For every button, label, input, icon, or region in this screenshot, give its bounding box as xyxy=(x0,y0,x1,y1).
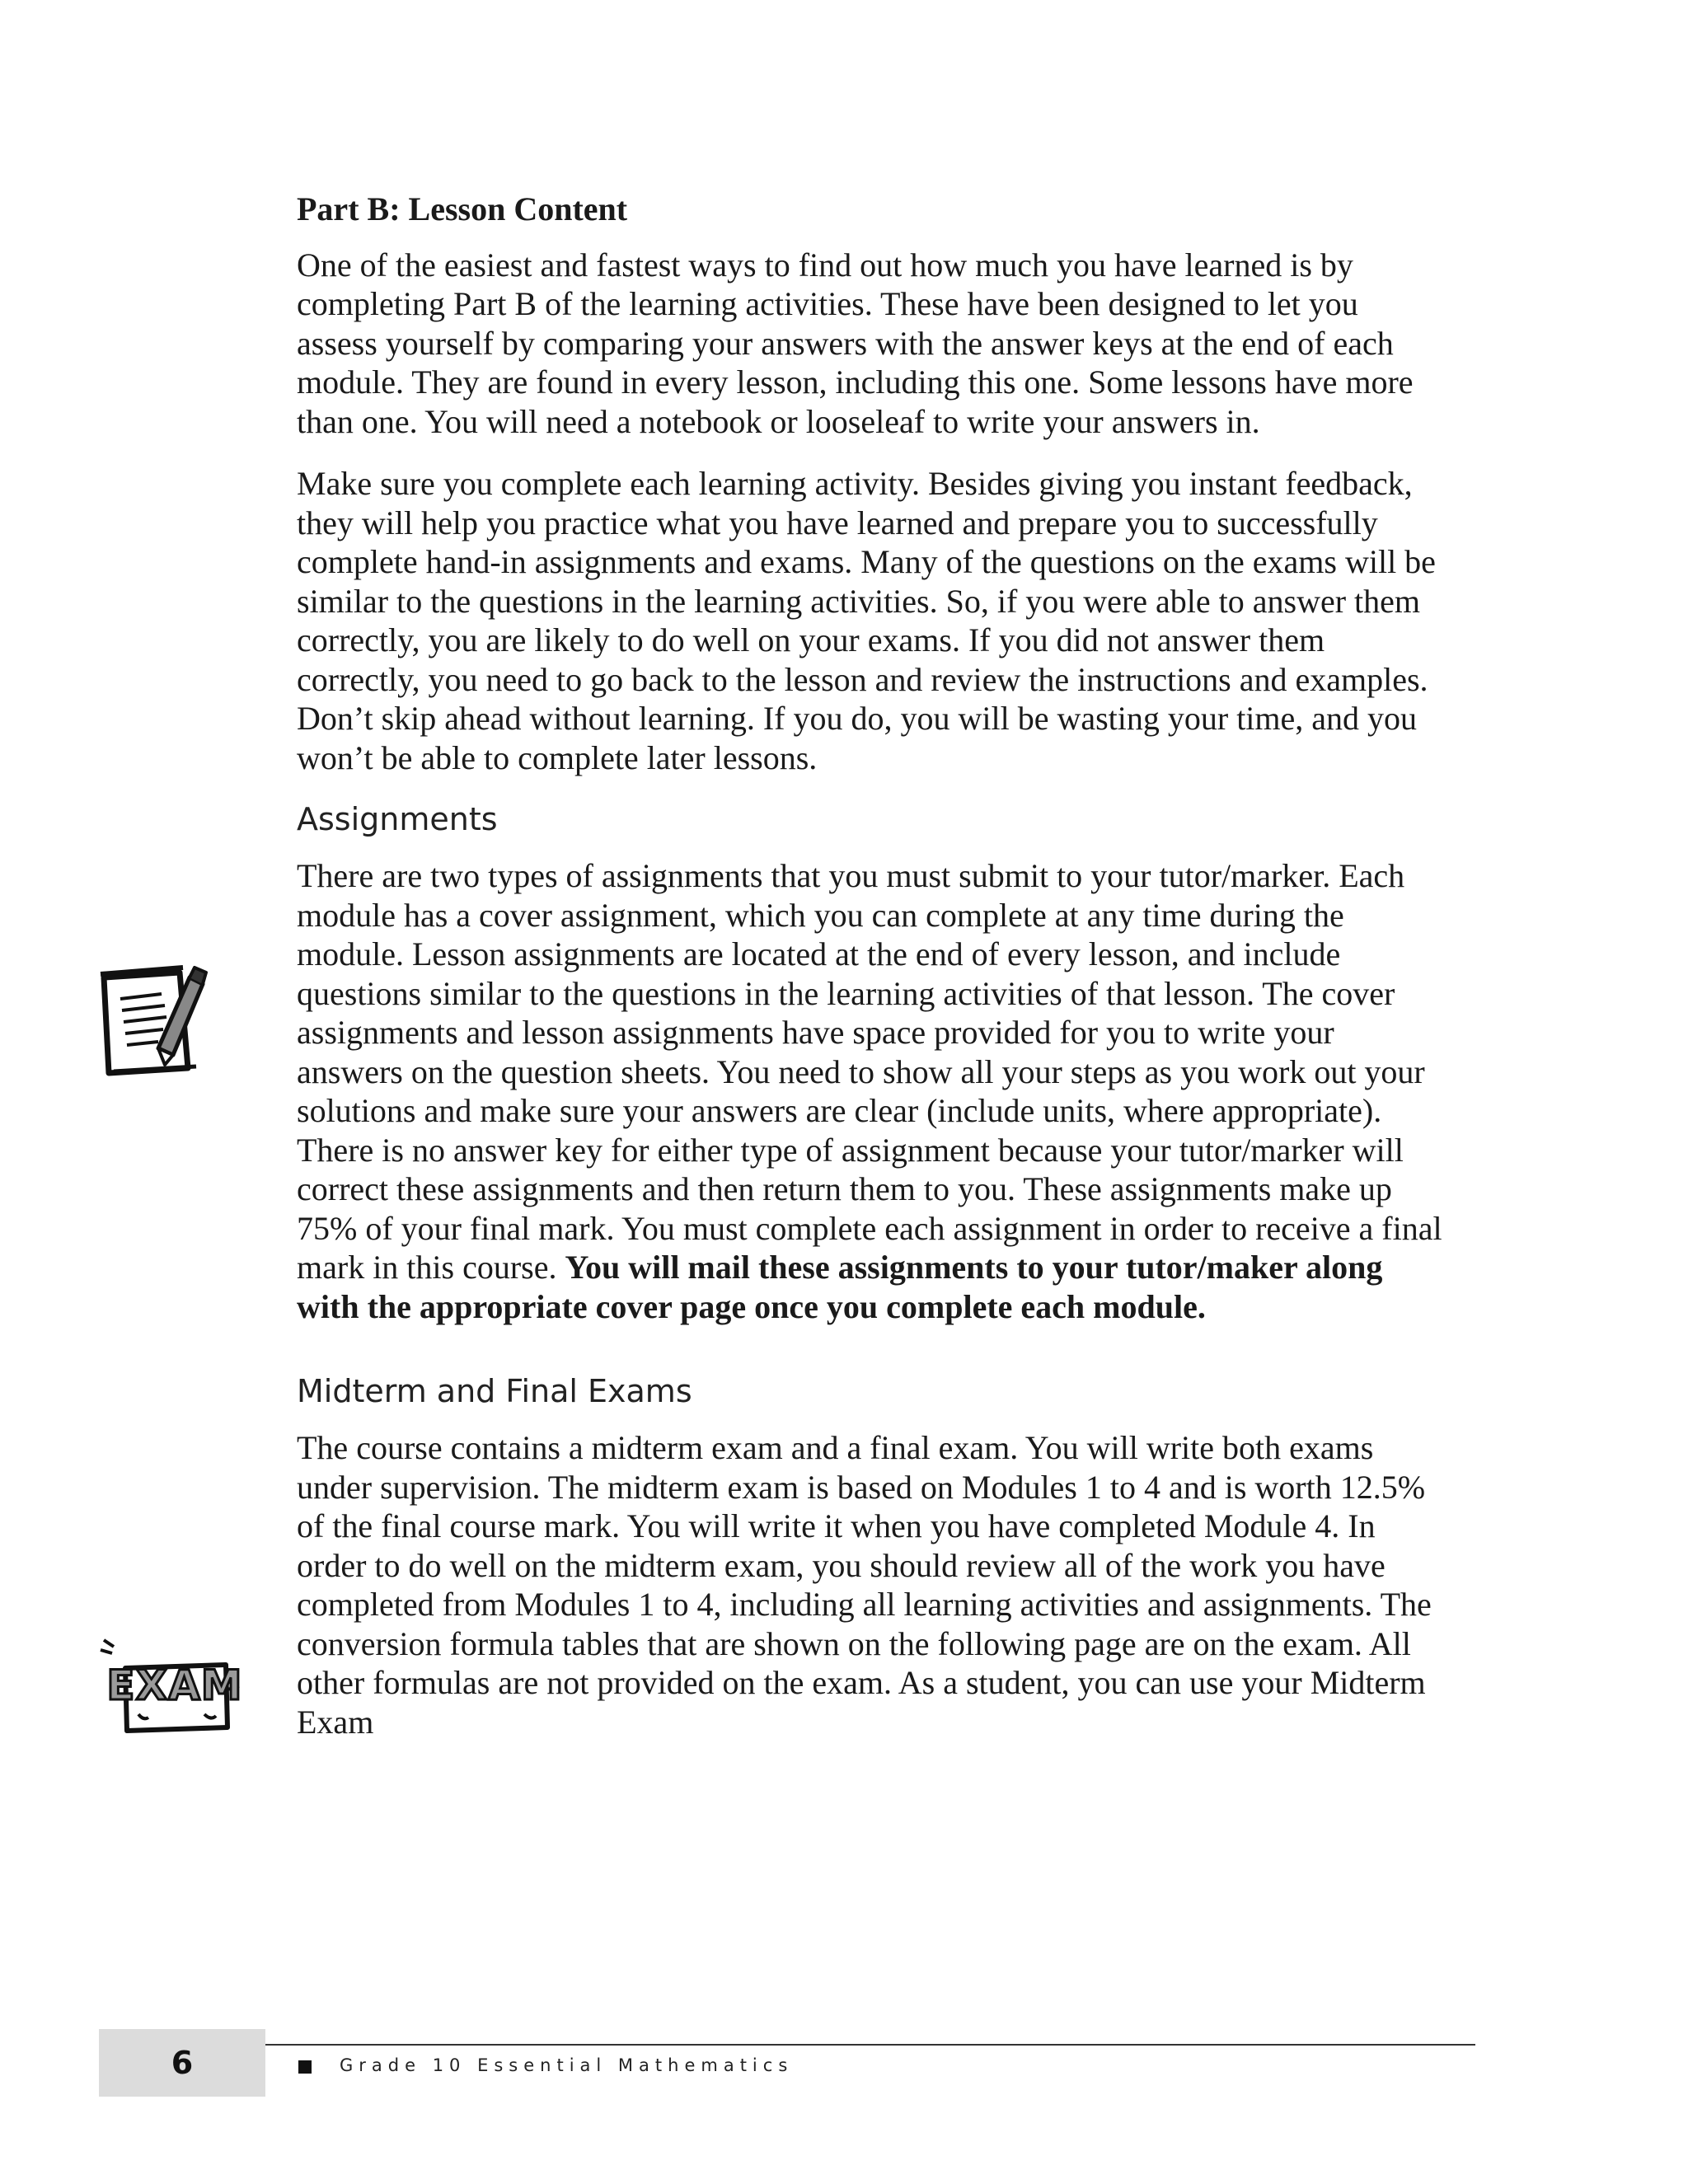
exams-heading: Midterm and Final Exams xyxy=(297,1373,692,1409)
assignments-paragraph xyxy=(297,856,1442,1326)
part-b-paragraph-1: One of the easiest and fastest ways to find out how much you have learned is by completing Part B of the learning activities. These have been designed to let you assess yourself by comparing your answers with the answer keys at the end of each module. They are found in every lesson, including this one. Some lessons have more than one. You will need a notebook or looseleaf to write your answers in. xyxy=(297,246,1414,440)
page-number: 6 xyxy=(99,2029,265,2097)
footer-course-title: Grade 10 Essential Mathematics xyxy=(340,2055,794,2075)
exam-icon-label: EXAM xyxy=(106,1661,242,1709)
assignments-bold-text: You will mail these assignments to your tutor/maker along with the appropriate cover page once you complete each module. xyxy=(297,1249,1383,1325)
assignments-text: There are two types of assignments that you must submit to your tutor/marker. Each module has a cover assignment, which you can complete at any time during the module. Lesson assignments are located at the end of every lesson, and include questions similar to the questions in the learning activities of that lesson. The cover assignments and lesson assignments have space provided for you to write your answers on the question sheets. You need to show all your steps as you work out your solutions and make sure your answers are clear (include units, where appropriate). There is no answer key for either type of assignment because your tutor/marker will correct these assignments and then return them to you. These assignments make up 75% of your final mark. You must complete each assignment in order to receive a final mark in this course. xyxy=(297,857,1442,1286)
footer-divider xyxy=(265,2044,1475,2046)
exams-paragraph: The course contains a midterm exam and a final exam. You will write both exams under supervision. The midterm exam is based on Modules 1 to 4 and is worth 12.5% of the final course mark. You will write it when you have completed Module 4. In order to do well on the midterm exam, you should review all of the work you have completed from Modules 1 to 4, including all learning activities and assignments. The conversion formula tables that are shown on the following page are on the exam. All other formulas are not provided on the exam. As a student, you can use your Midterm Exam xyxy=(297,1429,1432,1741)
assignment-notepad-pencil-icon xyxy=(97,963,208,1078)
part-b-heading: Part B: Lesson Content xyxy=(297,190,628,227)
assignments-heading: Assignments xyxy=(297,801,498,837)
exam-sign-icon xyxy=(97,1635,242,1737)
part-b-paragraph-2: Make sure you complete each learning activity. Besides giving you instant feedback, they will help you practice what you have learned and prepare you to successfully complete hand-in assignments and exams. Many of the questions on the exams will be similar to the questions in the learning activities. So, if you were able to answer them correctly, you are likely to do well on your exams. If you did not answer them correctly, you need to go back to the lesson and review the instructions and examples. Don’t skip ahead without learning. If you do, you will be wasting your time, and you won’t be able to complete later lessons. xyxy=(297,465,1436,776)
main-content xyxy=(297,190,1442,1765)
footer-square-bullet-icon xyxy=(298,2060,312,2074)
